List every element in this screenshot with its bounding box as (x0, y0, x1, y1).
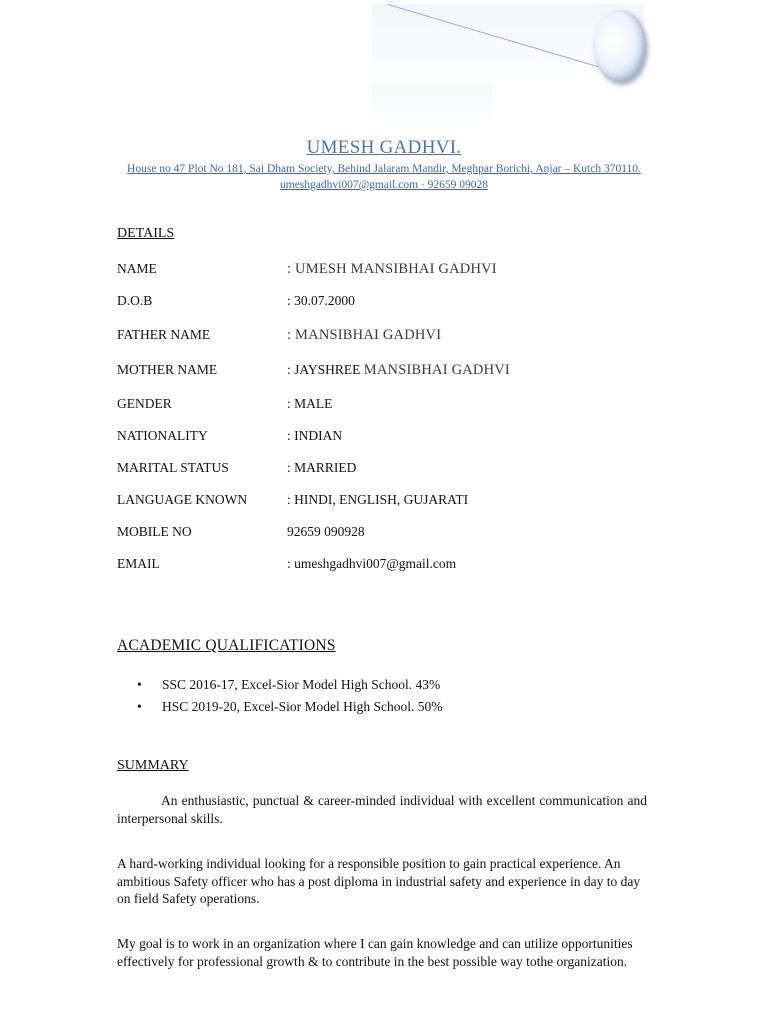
summary-paragraph: An enthusiastic, punctual & career-minded individual with excellent communication and interpersonal skills. (117, 793, 647, 826)
details-label: EMAIL (117, 556, 160, 571)
details-value: : 30.07.2000 (287, 293, 355, 308)
summary-paragraph: My goal is to work in an organization where I can gain knowledge and can utilize opportunities effectively for professional growth & to contribute in the best possible way tothe organization. (117, 936, 633, 969)
summary-paragraph: A hard-working individual looking for a responsible position to gain practical experience. An ambitious Safety officer who has a post diploma in industrial safety and experience in day to day on field Safety operations. (117, 856, 641, 906)
list-item (137, 676, 442, 698)
decorative-fade (372, 84, 492, 134)
resume-header (0, 136, 768, 193)
details-value: : UMESH MANSIBHAI GADHVI (287, 261, 497, 277)
academic-list (137, 676, 442, 720)
details-row-nationality (117, 428, 657, 448)
bullet-icon: • (137, 677, 142, 692)
details-value: : umeshgadhvi007@gmail.com (287, 556, 457, 571)
details-label: MARITAL STATUS (117, 460, 229, 475)
details-label: LANGUAGE KNOWN (117, 492, 248, 507)
academic-qualifications-heading: ACADEMIC QUALIFICATIONS (117, 637, 336, 654)
details-row-email (117, 556, 657, 576)
details-label: GENDER (117, 396, 172, 411)
candidate-name: UMESH GADHVI. (306, 137, 462, 158)
details-row-name (117, 261, 657, 281)
details-value: 92659 090928 (287, 524, 365, 539)
summary-heading: SUMMARY (117, 758, 189, 773)
details-row-marital-status (117, 460, 657, 480)
details-row-mobile-no (117, 524, 657, 544)
details-label: MOTHER NAME (117, 362, 218, 377)
details-value: : HINDI, ENGLISH, GUJARATI (287, 492, 469, 507)
details-row-language-known (117, 492, 657, 512)
details-heading: DETAILS (117, 226, 175, 241)
details-value: : INDIAN (287, 428, 343, 443)
details-label: NAME (117, 261, 157, 276)
list-item (137, 698, 442, 720)
details-value-suffix: MANSIBHAI GADHVI (363, 362, 510, 378)
details-row-gender (117, 396, 657, 416)
details-label: MOBILE NO (117, 524, 192, 539)
details-row-father-name (117, 327, 657, 347)
academic-item-text: SSC 2016-17, Excel-Sior Model High School. 43% (162, 677, 441, 692)
details-label: FATHER NAME (117, 327, 211, 342)
decorative-circle-icon (594, 10, 646, 82)
details-value: : MALE (287, 396, 333, 411)
details-row-dob (117, 293, 657, 313)
details-value: : MARRIED (287, 460, 357, 475)
contact-line: umeshgadhvi007@gmail.com · 92659 09028 (280, 179, 488, 191)
details-value-prefix: : JAYSHREE (287, 362, 364, 377)
details-label: D.O.B (117, 293, 153, 308)
bullet-icon: • (137, 699, 142, 714)
details-label: NATIONALITY (117, 428, 208, 443)
academic-item-text: HSC 2019-20, Excel-Sior Model High School. 50% (162, 699, 443, 714)
details-value (287, 362, 510, 379)
details-row-mother-name (117, 362, 657, 382)
address-line: House no 47 Plot No 181, Sai Dham Society, Behind Jalaram Mandir, Meghpar Borichi, Anjar – Kutch 370110. (127, 163, 641, 175)
details-value: : MANSIBHAI GADHVI (287, 327, 442, 343)
